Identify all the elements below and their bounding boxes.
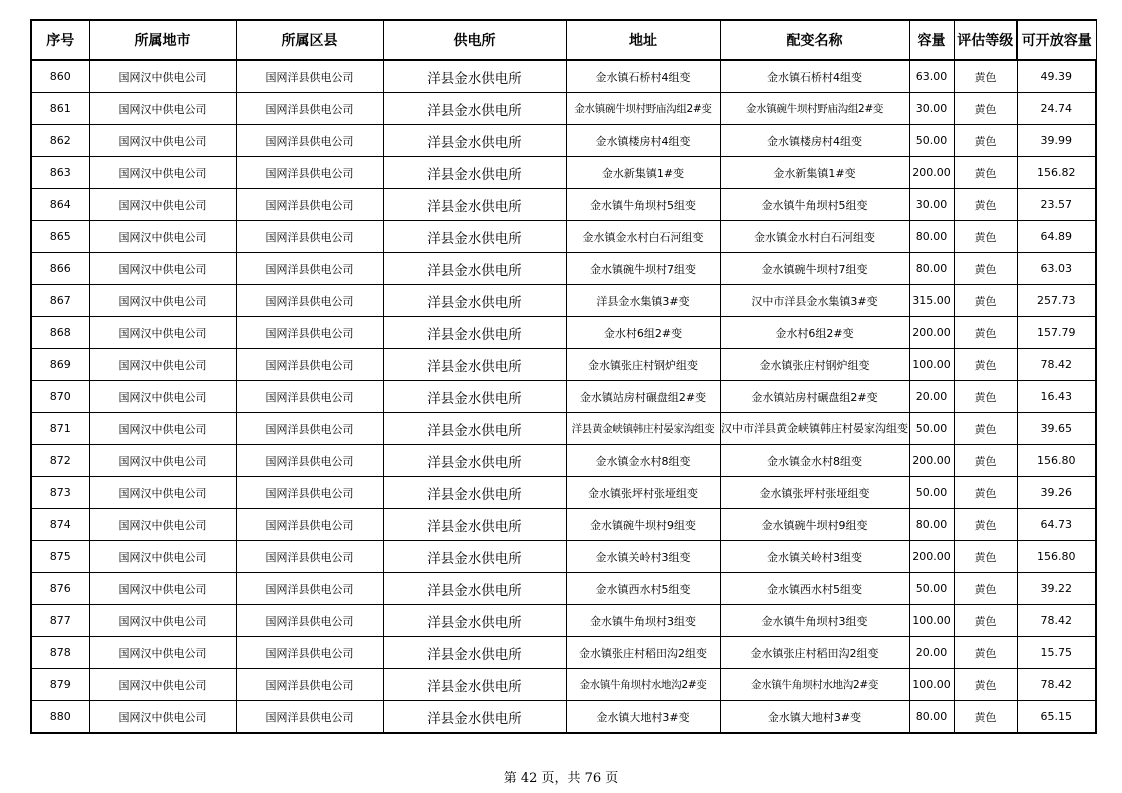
cell-station: 洋县金水供电所 bbox=[383, 60, 566, 93]
cell-capacity: 20.00 bbox=[909, 637, 954, 669]
cell-rating: 黄色 bbox=[954, 253, 1017, 285]
cell-transformer-name: 金水镇牛角坝村3组变 bbox=[720, 605, 909, 637]
table-row bbox=[31, 605, 1096, 637]
table-row bbox=[31, 189, 1096, 221]
table-row bbox=[31, 637, 1096, 669]
cell-seq: 873 bbox=[31, 477, 89, 509]
header-city: 所属地市 bbox=[89, 20, 236, 60]
cell-station: 洋县金水供电所 bbox=[383, 669, 566, 701]
cell-seq: 870 bbox=[31, 381, 89, 413]
cell-capacity: 20.00 bbox=[909, 381, 954, 413]
cell-address: 金水镇张坪村张垭组变 bbox=[566, 477, 720, 509]
cell-address: 金水镇碗牛坝村7组变 bbox=[566, 253, 720, 285]
cell-transformer-name: 金水镇关岭村3组变 bbox=[720, 541, 909, 573]
cell-rating: 黄色 bbox=[954, 413, 1017, 445]
cell-city: 国网汉中供电公司 bbox=[89, 509, 236, 541]
table-row bbox=[31, 445, 1096, 477]
cell-capacity: 50.00 bbox=[909, 477, 954, 509]
cell-rating: 黄色 bbox=[954, 573, 1017, 605]
cell-county: 国网洋县供电公司 bbox=[236, 125, 383, 157]
cell-station: 洋县金水供电所 bbox=[383, 445, 566, 477]
cell-city: 国网汉中供电公司 bbox=[89, 669, 236, 701]
cell-capacity: 315.00 bbox=[909, 285, 954, 317]
cell-station: 洋县金水供电所 bbox=[383, 509, 566, 541]
cell-seq: 861 bbox=[31, 93, 89, 125]
cell-rating: 黄色 bbox=[954, 445, 1017, 477]
cell-city: 国网汉中供电公司 bbox=[89, 221, 236, 253]
cell-open-capacity: 156.82 bbox=[1017, 157, 1096, 189]
cell-rating: 黄色 bbox=[954, 349, 1017, 381]
table-row bbox=[31, 413, 1096, 445]
cell-city: 国网汉中供电公司 bbox=[89, 253, 236, 285]
cell-address: 金水镇碗牛坝村野庙沟组2#变 bbox=[566, 93, 720, 125]
transformer-capacity-table bbox=[30, 19, 1097, 734]
cell-station: 洋县金水供电所 bbox=[383, 93, 566, 125]
table-row bbox=[31, 157, 1096, 189]
cell-county: 国网洋县供电公司 bbox=[236, 157, 383, 189]
cell-capacity: 50.00 bbox=[909, 125, 954, 157]
cell-seq: 872 bbox=[31, 445, 89, 477]
cell-seq: 874 bbox=[31, 509, 89, 541]
table-row bbox=[31, 541, 1096, 573]
cell-capacity: 80.00 bbox=[909, 253, 954, 285]
cell-transformer-name: 金水镇张坪村张垭组变 bbox=[720, 477, 909, 509]
cell-address: 金水镇站房村碾盘组2#变 bbox=[566, 381, 720, 413]
cell-address: 金水镇牛角坝村5组变 bbox=[566, 189, 720, 221]
cell-capacity: 200.00 bbox=[909, 317, 954, 349]
cell-seq: 878 bbox=[31, 637, 89, 669]
cell-county: 国网洋县供电公司 bbox=[236, 93, 383, 125]
cell-city: 国网汉中供电公司 bbox=[89, 60, 236, 93]
cell-station: 洋县金水供电所 bbox=[383, 157, 566, 189]
cell-capacity: 80.00 bbox=[909, 509, 954, 541]
cell-address: 金水镇碗牛坝村9组变 bbox=[566, 509, 720, 541]
cell-capacity: 100.00 bbox=[909, 349, 954, 381]
cell-open-capacity: 16.43 bbox=[1017, 381, 1096, 413]
header-rating: 评估等级 bbox=[954, 20, 1017, 60]
cell-rating: 黄色 bbox=[954, 637, 1017, 669]
cell-seq: 869 bbox=[31, 349, 89, 381]
cell-open-capacity: 24.74 bbox=[1017, 93, 1096, 125]
cell-open-capacity: 63.03 bbox=[1017, 253, 1096, 285]
cell-station: 洋县金水供电所 bbox=[383, 637, 566, 669]
cell-transformer-name: 金水镇金水村白石河组变 bbox=[720, 221, 909, 253]
cell-county: 国网洋县供电公司 bbox=[236, 669, 383, 701]
cell-transformer-name: 金水镇西水村5组变 bbox=[720, 573, 909, 605]
cell-open-capacity: 39.99 bbox=[1017, 125, 1096, 157]
cell-transformer-name: 金水村6组2#变 bbox=[720, 317, 909, 349]
cell-county: 国网洋县供电公司 bbox=[236, 349, 383, 381]
header-seq: 序号 bbox=[31, 20, 89, 60]
cell-city: 国网汉中供电公司 bbox=[89, 541, 236, 573]
cell-station: 洋县金水供电所 bbox=[383, 189, 566, 221]
cell-rating: 黄色 bbox=[954, 317, 1017, 349]
header-capacity: 容量 bbox=[909, 20, 954, 60]
cell-city: 国网汉中供电公司 bbox=[89, 701, 236, 734]
table-row bbox=[31, 701, 1096, 734]
cell-address: 金水镇张庄村稻田沟2组变 bbox=[566, 637, 720, 669]
cell-county: 国网洋县供电公司 bbox=[236, 541, 383, 573]
cell-rating: 黄色 bbox=[954, 477, 1017, 509]
header-row bbox=[31, 20, 1096, 60]
cell-address: 金水镇金水村白石河组变 bbox=[566, 221, 720, 253]
header-address: 地址 bbox=[566, 20, 720, 60]
cell-open-capacity: 23.57 bbox=[1017, 189, 1096, 221]
table-row bbox=[31, 60, 1096, 93]
cell-seq: 860 bbox=[31, 60, 89, 93]
cell-rating: 黄色 bbox=[954, 221, 1017, 253]
cell-station: 洋县金水供电所 bbox=[383, 125, 566, 157]
cell-county: 国网洋县供电公司 bbox=[236, 701, 383, 734]
cell-capacity: 100.00 bbox=[909, 669, 954, 701]
cell-station: 洋县金水供电所 bbox=[383, 349, 566, 381]
cell-county: 国网洋县供电公司 bbox=[236, 413, 383, 445]
cell-address: 金水镇金水村8组变 bbox=[566, 445, 720, 477]
cell-seq: 866 bbox=[31, 253, 89, 285]
table-row bbox=[31, 477, 1096, 509]
table-row bbox=[31, 93, 1096, 125]
cell-capacity: 50.00 bbox=[909, 573, 954, 605]
cell-seq: 879 bbox=[31, 669, 89, 701]
cell-city: 国网汉中供电公司 bbox=[89, 637, 236, 669]
cell-transformer-name: 汉中市洋县金水集镇3#变 bbox=[720, 285, 909, 317]
cell-open-capacity: 39.65 bbox=[1017, 413, 1096, 445]
cell-seq: 867 bbox=[31, 285, 89, 317]
cell-station: 洋县金水供电所 bbox=[383, 701, 566, 734]
cell-station: 洋县金水供电所 bbox=[383, 605, 566, 637]
cell-transformer-name: 金水镇碗牛坝村7组变 bbox=[720, 253, 909, 285]
cell-rating: 黄色 bbox=[954, 541, 1017, 573]
cell-seq: 868 bbox=[31, 317, 89, 349]
cell-city: 国网汉中供电公司 bbox=[89, 285, 236, 317]
cell-address: 金水镇牛角坝村3组变 bbox=[566, 605, 720, 637]
cell-transformer-name: 金水镇大地村3#变 bbox=[720, 701, 909, 734]
cell-station: 洋县金水供电所 bbox=[383, 317, 566, 349]
cell-station: 洋县金水供电所 bbox=[383, 285, 566, 317]
table-row bbox=[31, 221, 1096, 253]
cell-city: 国网汉中供电公司 bbox=[89, 573, 236, 605]
cell-transformer-name: 金水镇碗牛坝村野庙沟组2#变 bbox=[720, 93, 909, 125]
page-footer: 第 42 页，共 76 页 bbox=[503, 771, 619, 786]
cell-county: 国网洋县供电公司 bbox=[236, 253, 383, 285]
cell-city: 国网汉中供电公司 bbox=[89, 125, 236, 157]
cell-transformer-name: 金水镇张庄村钢炉组变 bbox=[720, 349, 909, 381]
cell-address: 金水镇石桥村4组变 bbox=[566, 60, 720, 93]
cell-station: 洋县金水供电所 bbox=[383, 541, 566, 573]
header-station: 供电所 bbox=[383, 20, 566, 60]
cell-capacity: 200.00 bbox=[909, 445, 954, 477]
cell-address: 洋县黄金峡镇韩庄村晏家沟组变 bbox=[566, 413, 720, 445]
cell-rating: 黄色 bbox=[954, 381, 1017, 413]
cell-city: 国网汉中供电公司 bbox=[89, 157, 236, 189]
cell-transformer-name: 金水镇张庄村稻田沟2组变 bbox=[720, 637, 909, 669]
cell-capacity: 80.00 bbox=[909, 221, 954, 253]
cell-seq: 877 bbox=[31, 605, 89, 637]
cell-city: 国网汉中供电公司 bbox=[89, 445, 236, 477]
cell-county: 国网洋县供电公司 bbox=[236, 509, 383, 541]
cell-county: 国网洋县供电公司 bbox=[236, 317, 383, 349]
cell-seq: 863 bbox=[31, 157, 89, 189]
cell-transformer-name: 金水新集镇1#变 bbox=[720, 157, 909, 189]
table-row bbox=[31, 317, 1096, 349]
table-row bbox=[31, 253, 1096, 285]
cell-open-capacity: 78.42 bbox=[1017, 669, 1096, 701]
cell-county: 国网洋县供电公司 bbox=[236, 285, 383, 317]
cell-open-capacity: 64.89 bbox=[1017, 221, 1096, 253]
table-row bbox=[31, 509, 1096, 541]
cell-address: 金水镇大地村3#变 bbox=[566, 701, 720, 734]
table-row bbox=[31, 349, 1096, 381]
cell-transformer-name: 金水镇站房村碾盘组2#变 bbox=[720, 381, 909, 413]
cell-capacity: 200.00 bbox=[909, 157, 954, 189]
cell-address: 洋县金水集镇3#变 bbox=[566, 285, 720, 317]
cell-rating: 黄色 bbox=[954, 189, 1017, 221]
header-county: 所属区县 bbox=[236, 20, 383, 60]
cell-county: 国网洋县供电公司 bbox=[236, 60, 383, 93]
cell-address: 金水新集镇1#变 bbox=[566, 157, 720, 189]
table-row bbox=[31, 125, 1096, 157]
cell-city: 国网汉中供电公司 bbox=[89, 381, 236, 413]
cell-open-capacity: 156.80 bbox=[1017, 445, 1096, 477]
cell-transformer-name: 金水镇石桥村4组变 bbox=[720, 60, 909, 93]
header-transformer-name: 配变名称 bbox=[720, 20, 909, 60]
cell-seq: 871 bbox=[31, 413, 89, 445]
cell-address: 金水镇关岭村3组变 bbox=[566, 541, 720, 573]
cell-rating: 黄色 bbox=[954, 157, 1017, 189]
cell-open-capacity: 64.73 bbox=[1017, 509, 1096, 541]
cell-rating: 黄色 bbox=[954, 701, 1017, 734]
cell-station: 洋县金水供电所 bbox=[383, 413, 566, 445]
cell-rating: 黄色 bbox=[954, 60, 1017, 93]
cell-city: 国网汉中供电公司 bbox=[89, 189, 236, 221]
cell-capacity: 30.00 bbox=[909, 189, 954, 221]
cell-transformer-name: 金水镇金水村8组变 bbox=[720, 445, 909, 477]
cell-rating: 黄色 bbox=[954, 509, 1017, 541]
cell-capacity: 30.00 bbox=[909, 93, 954, 125]
cell-rating: 黄色 bbox=[954, 285, 1017, 317]
cell-county: 国网洋县供电公司 bbox=[236, 221, 383, 253]
cell-seq: 862 bbox=[31, 125, 89, 157]
cell-open-capacity: 15.75 bbox=[1017, 637, 1096, 669]
cell-station: 洋县金水供电所 bbox=[383, 221, 566, 253]
cell-city: 国网汉中供电公司 bbox=[89, 349, 236, 381]
cell-city: 国网汉中供电公司 bbox=[89, 477, 236, 509]
table-row bbox=[31, 573, 1096, 605]
cell-transformer-name: 金水镇牛角坝村5组变 bbox=[720, 189, 909, 221]
cell-station: 洋县金水供电所 bbox=[383, 381, 566, 413]
cell-address: 金水镇楼房村4组变 bbox=[566, 125, 720, 157]
cell-city: 国网汉中供电公司 bbox=[89, 605, 236, 637]
cell-capacity: 200.00 bbox=[909, 541, 954, 573]
cell-transformer-name: 金水镇楼房村4组变 bbox=[720, 125, 909, 157]
cell-county: 国网洋县供电公司 bbox=[236, 573, 383, 605]
cell-county: 国网洋县供电公司 bbox=[236, 445, 383, 477]
cell-transformer-name: 金水镇碗牛坝村9组变 bbox=[720, 509, 909, 541]
cell-capacity: 80.00 bbox=[909, 701, 954, 734]
cell-seq: 865 bbox=[31, 221, 89, 253]
cell-station: 洋县金水供电所 bbox=[383, 477, 566, 509]
cell-county: 国网洋县供电公司 bbox=[236, 477, 383, 509]
cell-open-capacity: 78.42 bbox=[1017, 349, 1096, 381]
cell-open-capacity: 39.22 bbox=[1017, 573, 1096, 605]
cell-address: 金水镇张庄村钢炉组变 bbox=[566, 349, 720, 381]
cell-capacity: 50.00 bbox=[909, 413, 954, 445]
cell-open-capacity: 157.79 bbox=[1017, 317, 1096, 349]
cell-open-capacity: 78.42 bbox=[1017, 605, 1096, 637]
cell-county: 国网洋县供电公司 bbox=[236, 381, 383, 413]
cell-open-capacity: 49.39 bbox=[1017, 60, 1096, 93]
cell-address: 金水镇牛角坝村水地沟2#变 bbox=[566, 669, 720, 701]
cell-open-capacity: 257.73 bbox=[1017, 285, 1096, 317]
cell-capacity: 63.00 bbox=[909, 60, 954, 93]
table-row bbox=[31, 381, 1096, 413]
cell-seq: 864 bbox=[31, 189, 89, 221]
cell-open-capacity: 65.15 bbox=[1017, 701, 1096, 734]
cell-county: 国网洋县供电公司 bbox=[236, 189, 383, 221]
cell-rating: 黄色 bbox=[954, 605, 1017, 637]
table-row bbox=[31, 285, 1096, 317]
cell-county: 国网洋县供电公司 bbox=[236, 637, 383, 669]
header-open-capacity: 可开放容量 bbox=[1017, 20, 1096, 60]
cell-city: 国网汉中供电公司 bbox=[89, 93, 236, 125]
cell-rating: 黄色 bbox=[954, 669, 1017, 701]
cell-capacity: 100.00 bbox=[909, 605, 954, 637]
cell-rating: 黄色 bbox=[954, 93, 1017, 125]
cell-county: 国网洋县供电公司 bbox=[236, 605, 383, 637]
cell-open-capacity: 39.26 bbox=[1017, 477, 1096, 509]
cell-city: 国网汉中供电公司 bbox=[89, 317, 236, 349]
cell-open-capacity: 156.80 bbox=[1017, 541, 1096, 573]
cell-address: 金水村6组2#变 bbox=[566, 317, 720, 349]
table-row bbox=[31, 669, 1096, 701]
cell-seq: 880 bbox=[31, 701, 89, 734]
cell-city: 国网汉中供电公司 bbox=[89, 413, 236, 445]
cell-seq: 875 bbox=[31, 541, 89, 573]
cell-transformer-name: 金水镇牛角坝村水地沟2#变 bbox=[720, 669, 909, 701]
cell-transformer-name: 汉中市洋县黄金峡镇韩庄村晏家沟组变 bbox=[720, 413, 909, 445]
cell-station: 洋县金水供电所 bbox=[383, 573, 566, 605]
cell-station: 洋县金水供电所 bbox=[383, 253, 566, 285]
cell-address: 金水镇西水村5组变 bbox=[566, 573, 720, 605]
cell-seq: 876 bbox=[31, 573, 89, 605]
cell-rating: 黄色 bbox=[954, 125, 1017, 157]
